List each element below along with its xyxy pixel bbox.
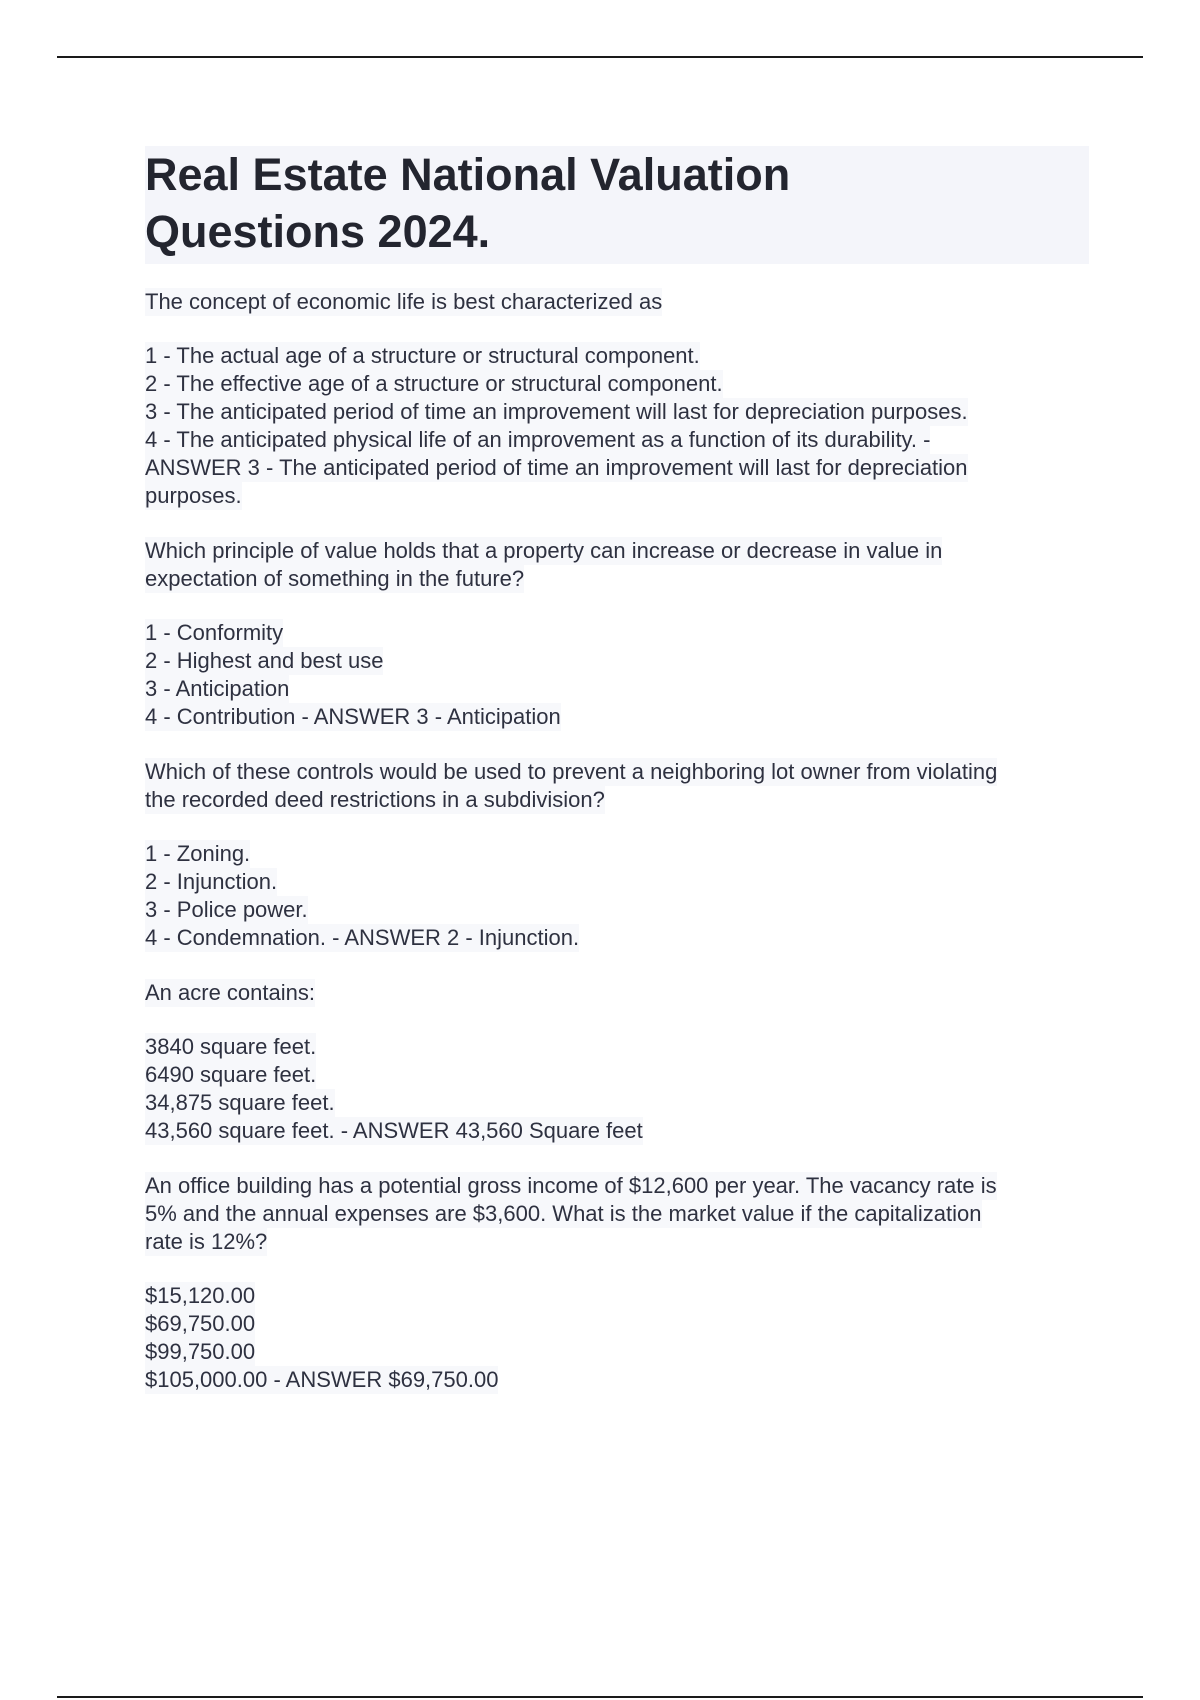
question-block xyxy=(145,288,1089,510)
question-prompt: Which of these controls would be used to prevent a neighboring lot owner from violating xyxy=(145,759,998,784)
answer-option: 4 - The anticipated physical life of an improvement as a function of its durability. - xyxy=(145,427,931,452)
answer-option: 1 - Zoning. xyxy=(145,841,251,866)
answer-option: 2 - The effective age of a structure or structural component. xyxy=(145,371,723,396)
answer-option: $69,750.00 xyxy=(145,1311,256,1336)
title-line-2: Questions 2024. xyxy=(145,206,491,257)
question-prompt: Which principle of value holds that a property can increase or decrease in value in xyxy=(145,538,943,563)
answer-key: ANSWER 3 - The anticipated period of time an improvement will last for depreciation xyxy=(145,455,968,480)
answer-key: $105,000.00 - ANSWER $69,750.00 xyxy=(145,1367,499,1392)
question-prompt: 5% and the annual expenses are $3,600. What is the market value if the capitalization xyxy=(145,1201,982,1226)
question-block xyxy=(145,537,1089,731)
answer-option: 1 - Conformity xyxy=(145,620,284,645)
question-prompt: expectation of something in the future? xyxy=(145,566,525,591)
answer-key: 4 - Condemnation. - ANSWER 2 - Injunction. xyxy=(145,925,580,950)
top-divider xyxy=(57,56,1143,58)
question-prompt: An office building has a potential gross income of $12,600 per year. The vacancy rate is xyxy=(145,1173,997,1198)
page-title xyxy=(145,146,865,260)
answer-option: 3 - The anticipated period of time an improvement will last for depreciation purposes. xyxy=(145,399,968,424)
answer-option: 6490 square feet. xyxy=(145,1062,317,1087)
question-prompt: the recorded deed restrictions in a subdivision? xyxy=(145,787,605,812)
question-block xyxy=(145,758,1089,952)
bottom-divider xyxy=(57,1696,1143,1698)
question-prompt: The concept of economic life is best characterized as xyxy=(145,289,663,314)
answer-option: $15,120.00 xyxy=(145,1283,256,1308)
question-prompt: An acre contains: xyxy=(145,980,315,1005)
answer-key: 4 - Contribution - ANSWER 3 - Anticipation xyxy=(145,704,561,729)
question-block xyxy=(145,1172,1089,1394)
answer-option: 3 - Police power. xyxy=(145,897,308,922)
title-line-1: Real Estate National Valuation xyxy=(145,149,791,200)
answer-option: $99,750.00 xyxy=(145,1339,256,1364)
title-block xyxy=(145,146,1089,264)
answer-option: 1 - The actual age of a structure or structural component. xyxy=(145,343,700,368)
answer-option: 34,875 square feet. xyxy=(145,1090,335,1115)
answer-option: 3 - Anticipation xyxy=(145,676,290,701)
answer-key: 43,560 square feet. - ANSWER 43,560 Square feet xyxy=(145,1118,643,1143)
document-body xyxy=(145,146,1089,1421)
question-prompt: rate is 12%? xyxy=(145,1229,268,1254)
answer-key: purposes. xyxy=(145,483,242,508)
answer-option: 2 - Injunction. xyxy=(145,869,278,894)
answer-option: 3840 square feet. xyxy=(145,1034,317,1059)
answer-option: 2 - Highest and best use xyxy=(145,648,384,673)
question-block xyxy=(145,979,1089,1145)
